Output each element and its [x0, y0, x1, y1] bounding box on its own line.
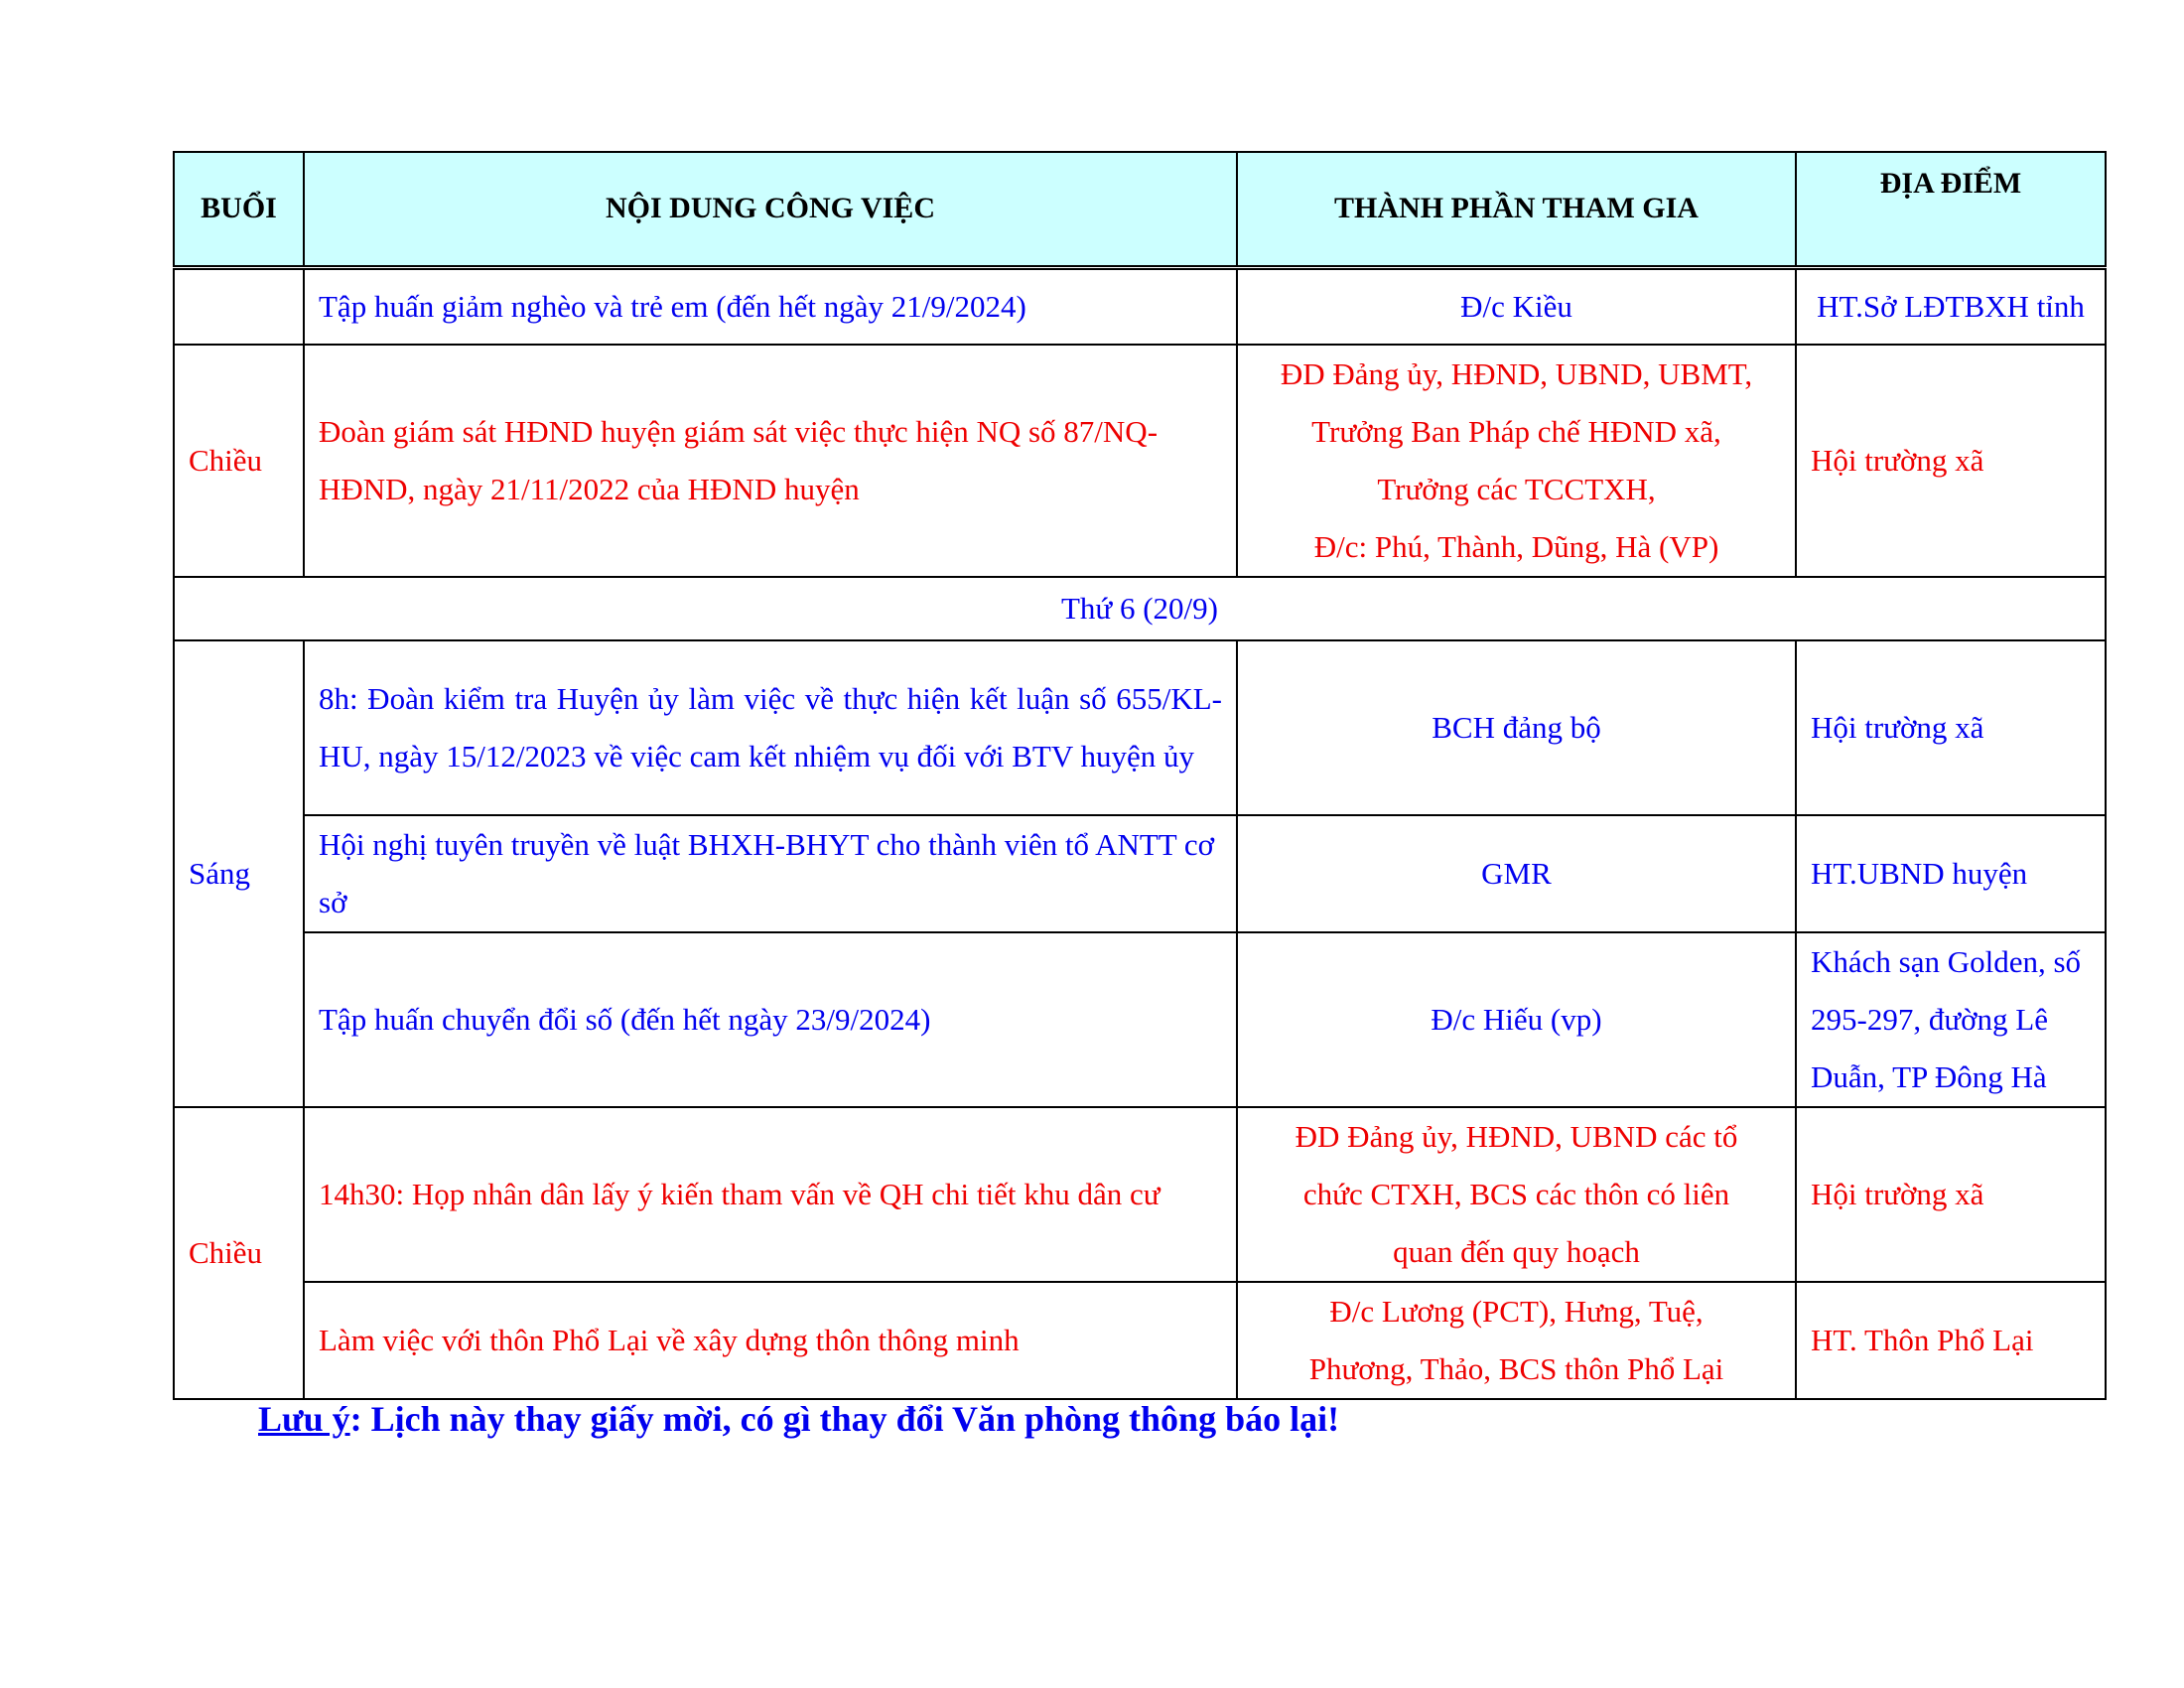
- session-cell-chieu: Chiều: [174, 1107, 304, 1399]
- participants-line: ĐD Đảng ủy, HĐND, UBND, UBMT,: [1280, 356, 1753, 391]
- participants-cell: GMR: [1237, 815, 1796, 932]
- participants-line: Trưởng Ban Pháp chế HĐND xã,: [1311, 414, 1721, 449]
- header-dia-diem: ĐỊA ĐIỂM: [1796, 152, 2106, 267]
- content-cell: 8h: Đoàn kiểm tra Huyện ủy làm việc về thực hiện kết luận số 655/KL-HU, ngày 15/12/2023 về việc cam kết nhiệm vụ đối với BTV huyện ủy: [304, 640, 1237, 815]
- content-cell: 14h30: Họp nhân dân lấy ý kiến tham vấn về QH chi tiết khu dân cư: [304, 1107, 1237, 1282]
- table-row: [174, 932, 2106, 1107]
- table-row: [174, 1107, 2106, 1282]
- place-cell: Hội trường xã: [1796, 640, 2106, 815]
- header-thanh-phan: THÀNH PHẦN THAM GIA: [1237, 152, 1796, 267]
- header-noi-dung: NỘI DUNG CÔNG VIỆC: [304, 152, 1237, 267]
- content-cell: Tập huấn chuyển đổi số (đến hết ngày 23/9/2024): [304, 932, 1237, 1107]
- header-buoi: BUỔI: [174, 152, 304, 267]
- content-cell: Hội nghị tuyên truyền về luật BHXH-BHYT cho thành viên tổ ANTT cơ sở: [304, 815, 1237, 932]
- table-header-row: [174, 152, 2106, 267]
- content-cell: Làm việc với thôn Phổ Lại về xây dựng thôn thông minh: [304, 1282, 1237, 1399]
- participants-cell: ĐD Đảng ủy, HĐND, UBND các tổ chức CTXH, BCS các thôn có liên quan đến quy hoạch: [1237, 1107, 1796, 1282]
- day-row: [174, 577, 2106, 640]
- participants-cell: Đ/c Lương (PCT), Hưng, Tuệ, Phương, Thảo, BCS thôn Phổ Lại: [1237, 1282, 1796, 1399]
- footnote-label: Lưu ý: [258, 1399, 350, 1439]
- place-cell: HT.UBND huyện: [1796, 815, 2106, 932]
- content-cell: Đoàn giám sát HĐND huyện giám sát việc thực hiện NQ số 87/NQ-HĐND, ngày 21/11/2022 của HĐND huyện: [304, 345, 1237, 577]
- participants-cell: BCH đảng bộ: [1237, 640, 1796, 815]
- session-cell-chieu: Chiều: [174, 345, 304, 577]
- schedule-table: [173, 151, 2107, 1400]
- place-cell: HT.Sở LĐTBXH tỉnh: [1796, 267, 2106, 345]
- participants-line: Trưởng các TCCTXH,: [1377, 472, 1656, 506]
- table-row: [174, 640, 2106, 815]
- day-label: Thứ 6 (20/9): [174, 577, 2106, 640]
- table-row: [174, 345, 2106, 577]
- content-cell: Tập huấn giảm nghèo và trẻ em (đến hết ngày 21/9/2024): [304, 267, 1237, 345]
- place-cell: Hội trường xã: [1796, 1107, 2106, 1282]
- session-cell-sang: Sáng: [174, 640, 304, 1107]
- participants-cell: [1237, 345, 1796, 577]
- footnote-text: : Lịch này thay giấy mời, có gì thay đổi Văn phòng thông báo lại!: [349, 1399, 1340, 1439]
- table-row: [174, 267, 2106, 345]
- footnote: [258, 1398, 1339, 1440]
- place-cell: Hội trường xã: [1796, 345, 2106, 577]
- place-cell: HT. Thôn Phổ Lại: [1796, 1282, 2106, 1399]
- participants-cell: Đ/c Hiếu (vp): [1237, 932, 1796, 1107]
- session-cell: [174, 267, 304, 345]
- place-cell: Khách sạn Golden, số 295-297, đường Lê Duẫn, TP Đông Hà: [1796, 932, 2106, 1107]
- participants-cell: Đ/c Kiều: [1237, 267, 1796, 345]
- table-row: [174, 815, 2106, 932]
- table-row: [174, 1282, 2106, 1399]
- participants-line: Đ/c: Phú, Thành, Dũng, Hà (VP): [1313, 529, 1719, 564]
